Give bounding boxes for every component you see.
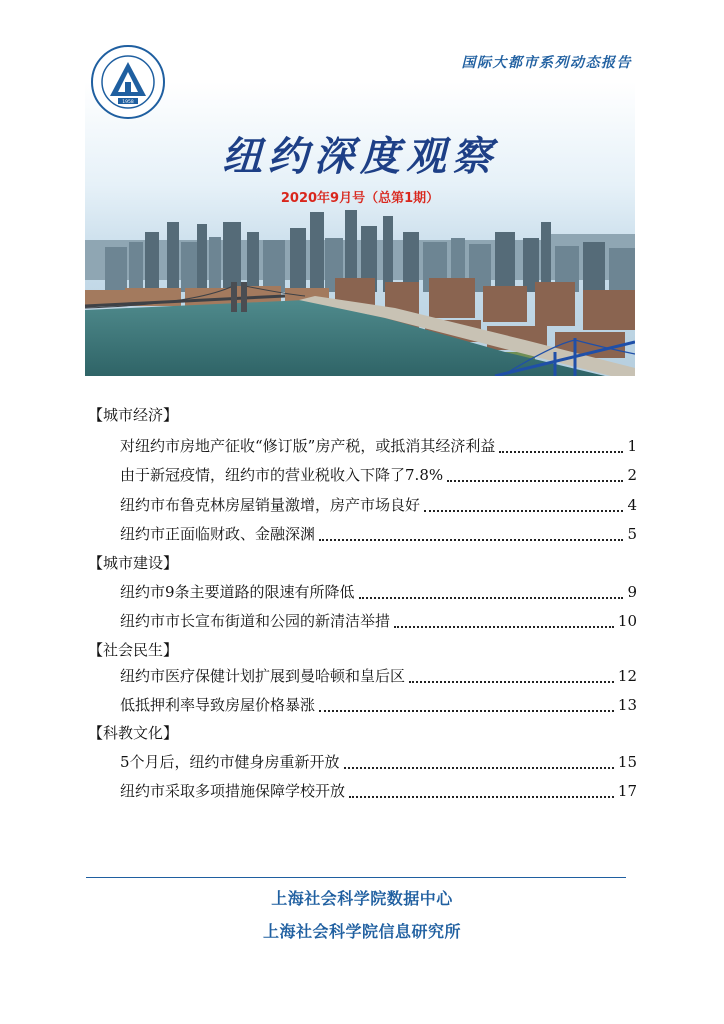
toc-entry-title: 由于新冠疫情，纽约市的营业税收入下降了7.8% <box>120 466 444 484</box>
toc-entry-page: 5 <box>627 525 637 543</box>
toc-entry-page: 2 <box>627 466 637 484</box>
series-label: 国际大都市系列动态报告 <box>461 55 632 71</box>
toc-leader-dots <box>499 451 623 453</box>
toc-entry-title: 纽约市采取多项措施保障学校开放 <box>120 782 346 800</box>
svg-text:1958: 1958 <box>122 100 134 105</box>
toc-entry-page: 17 <box>617 782 637 800</box>
toc-leader-dots <box>424 510 623 512</box>
toc-leader-dots <box>319 539 623 541</box>
toc-leader-dots <box>394 626 614 628</box>
toc-leader-dots <box>344 767 614 769</box>
toc-entry-page: 4 <box>627 496 637 514</box>
toc-entry-page: 12 <box>617 667 637 685</box>
toc-entry[interactable] <box>120 494 637 515</box>
toc-entry-title: 纽约市市长宣布街道和公园的新清洁举措 <box>120 612 391 630</box>
toc-entry-title: 对纽约市房地产征收“修订版”房产税，或抵消其经济利益 <box>120 437 496 455</box>
toc-section-heading: 【科教文化】 <box>88 724 179 742</box>
toc-entry-title: 5个月后，纽约市健身房重新开放 <box>120 753 340 771</box>
toc-entry-page: 10 <box>617 612 637 630</box>
publisher-data-center: 上海社会科学院数据中心 <box>271 889 453 908</box>
toc-entry[interactable] <box>120 610 637 631</box>
toc-entry-page: 9 <box>627 583 637 601</box>
toc-entry[interactable] <box>120 464 637 485</box>
publication-title: 纽约深度观察 <box>222 133 498 180</box>
toc-entry[interactable] <box>120 665 637 686</box>
toc-leader-dots <box>447 480 623 482</box>
toc-entry[interactable] <box>120 581 637 602</box>
toc-entry-title: 纽约市正面临财政、金融深渊 <box>120 525 316 543</box>
toc-section-heading: 【社会民生】 <box>88 641 179 659</box>
toc-entry-title: 纽约市9条主要道路的限速有所降低 <box>120 583 355 601</box>
toc-entry-title: 纽约市医疗保健计划扩展到曼哈顿和皇后区 <box>120 667 406 685</box>
toc-entry-page: 15 <box>617 753 637 771</box>
publisher-information-institute: 上海社会科学院信息研究所 <box>262 922 461 941</box>
toc-entry-title: 纽约市布鲁克林房屋销量激增，房产市场良好 <box>120 496 421 514</box>
toc-section-heading: 【城市建设】 <box>88 554 179 572</box>
toc-entry[interactable] <box>120 694 637 715</box>
issue-number: 2020年9月号（总第1期） <box>280 191 440 206</box>
toc-entry[interactable] <box>120 751 637 772</box>
toc-leader-dots <box>409 681 614 683</box>
toc-entry[interactable] <box>120 435 637 456</box>
toc-leader-dots <box>319 710 614 712</box>
toc-entry-page: 13 <box>617 696 637 714</box>
toc-leader-dots <box>359 597 624 599</box>
toc-entry-title: 低抵押利率导致房屋价格暴涨 <box>120 696 316 714</box>
toc-leader-dots <box>349 796 614 798</box>
toc-entry[interactable] <box>120 780 637 801</box>
shanghai-academy-seal-logo <box>90 44 166 120</box>
toc-entry[interactable] <box>120 523 637 544</box>
footer-divider <box>86 877 626 878</box>
toc-entry-page: 1 <box>627 437 637 455</box>
toc-section-heading: 【城市经济】 <box>88 406 179 424</box>
